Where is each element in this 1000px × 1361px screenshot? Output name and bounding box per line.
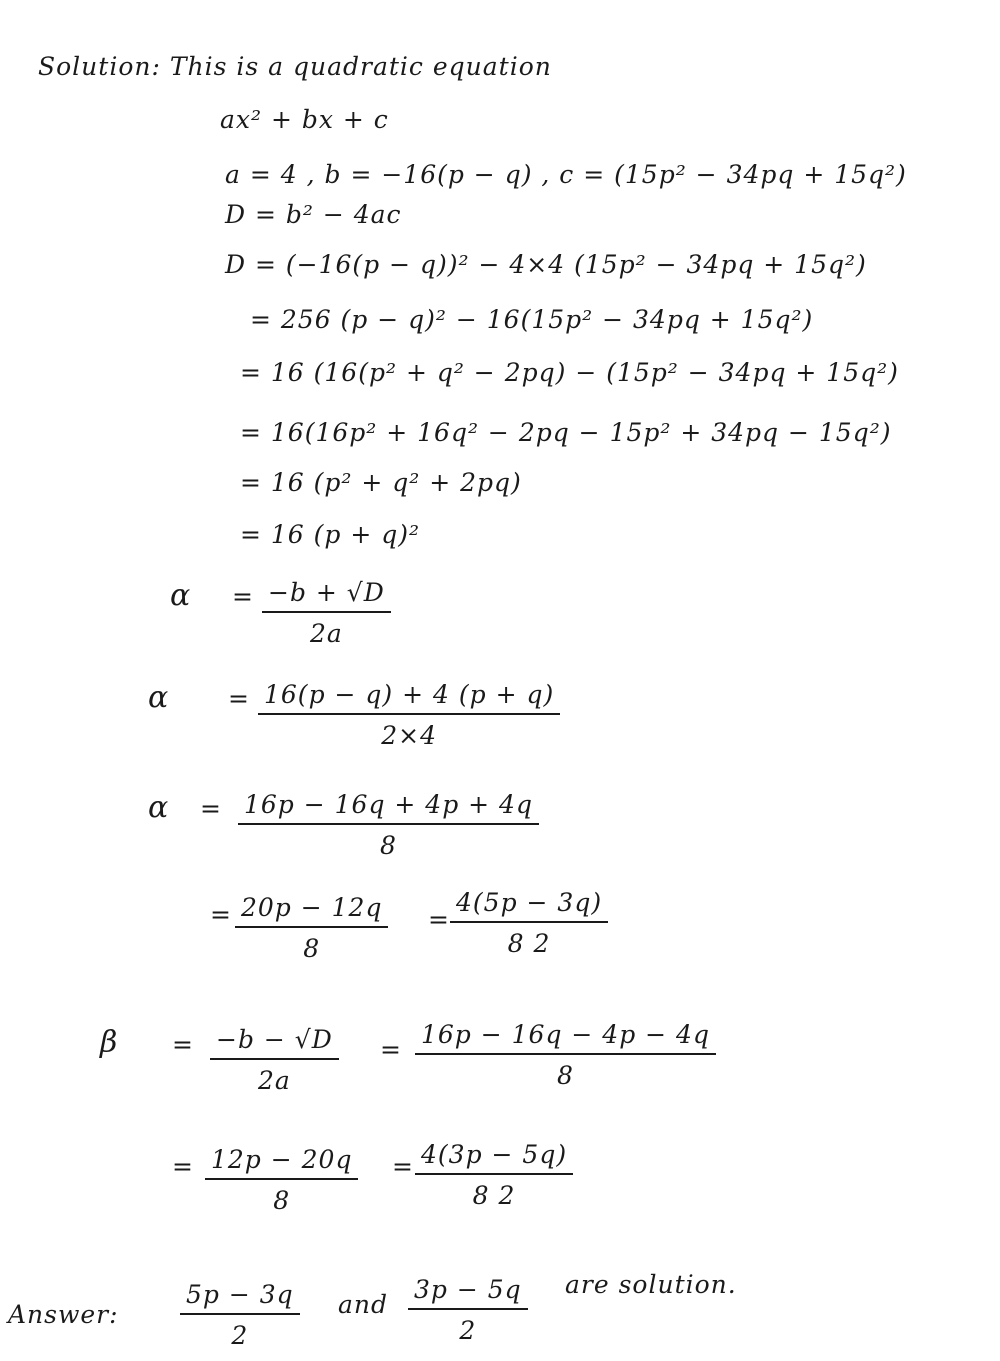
- answer-root-2: [408, 1275, 528, 1345]
- denominator: 8: [380, 831, 397, 860]
- denominator: 8 2: [472, 1181, 516, 1210]
- alpha-fraction-3: [238, 790, 539, 860]
- equation-line: ax² + bx + c: [220, 105, 389, 134]
- alpha-fraction-1: [262, 578, 391, 648]
- numerator: 12p − 20q: [205, 1145, 358, 1180]
- numerator: 4(5p − 3q): [450, 888, 608, 923]
- equals-sign: =: [172, 1152, 194, 1181]
- equals-sign: =: [428, 905, 450, 934]
- equation-line: = 16(16p² + 16q² − 2pq − 15p² + 34pq − 15q²): [240, 418, 892, 447]
- denominator: 8: [303, 934, 321, 963]
- equation-line: D = (−16(p − q))² − 4×4 (15p² − 34pq + 15q²): [225, 250, 867, 279]
- denominator: 8: [557, 1061, 574, 1090]
- numerator: 20p − 12q: [235, 893, 388, 928]
- equation-line: a = 4 , b = −16(p − q) , c = (15p² − 34pq + 15q²): [225, 160, 907, 189]
- beta-fraction-4: [415, 1140, 573, 1210]
- equals-sign: =: [172, 1030, 194, 1059]
- numerator: 3p − 5q: [408, 1275, 528, 1310]
- alpha-symbol: α: [148, 790, 170, 825]
- numerator: 16p − 16q + 4p + 4q: [238, 790, 539, 825]
- equation-line: = 16 (16(p² + q² − 2pq) − (15p² − 34pq + 15q²): [240, 358, 899, 387]
- answer-joiner: and: [338, 1290, 389, 1319]
- denominator: 2: [231, 1321, 249, 1350]
- denominator: 2×4: [381, 721, 437, 750]
- alpha-fraction-2: [258, 680, 560, 750]
- numerator: 5p − 3q: [180, 1280, 300, 1315]
- answer-root-1: [180, 1280, 300, 1350]
- alpha-fraction-4: [235, 893, 388, 963]
- equation-line: D = b² − 4ac: [225, 200, 402, 229]
- equals-sign: =: [380, 1035, 402, 1064]
- beta-symbol: β: [100, 1025, 119, 1060]
- numerator: −b + √D: [262, 578, 391, 613]
- beta-fraction-2: [415, 1020, 716, 1090]
- equation-line: = 16 (p² + q² + 2pq): [240, 468, 522, 497]
- denominator: 2a: [257, 1066, 291, 1095]
- equation-line: = 16 (p + q)²: [240, 520, 421, 549]
- beta-fraction-3: [205, 1145, 358, 1215]
- denominator: 8 2: [507, 929, 551, 958]
- alpha-fraction-5: [450, 888, 608, 958]
- denominator: 2: [459, 1316, 477, 1345]
- denominator: 2a: [309, 619, 343, 648]
- equation-line: = 256 (p − q)² − 16(15p² − 34pq + 15q²): [250, 305, 814, 334]
- denominator: 8: [273, 1186, 291, 1215]
- answer-label: Answer:: [8, 1300, 119, 1329]
- solution-heading: Solution: This is a quadratic equation: [38, 52, 552, 81]
- equals-sign: =: [228, 684, 250, 713]
- numerator: 4(3p − 5q): [415, 1140, 573, 1175]
- numerator: 16p − 16q − 4p − 4q: [415, 1020, 716, 1055]
- answer-suffix: are solution.: [565, 1270, 737, 1299]
- numerator: 16(p − q) + 4 (p + q): [258, 680, 560, 715]
- alpha-symbol: α: [148, 680, 170, 715]
- equals-sign: =: [232, 582, 254, 611]
- equals-sign: =: [210, 900, 232, 929]
- equals-sign: =: [200, 794, 222, 823]
- equals-sign: =: [392, 1152, 414, 1181]
- alpha-symbol: α: [170, 578, 192, 613]
- numerator: −b − √D: [210, 1025, 339, 1060]
- beta-fraction-1: [210, 1025, 339, 1095]
